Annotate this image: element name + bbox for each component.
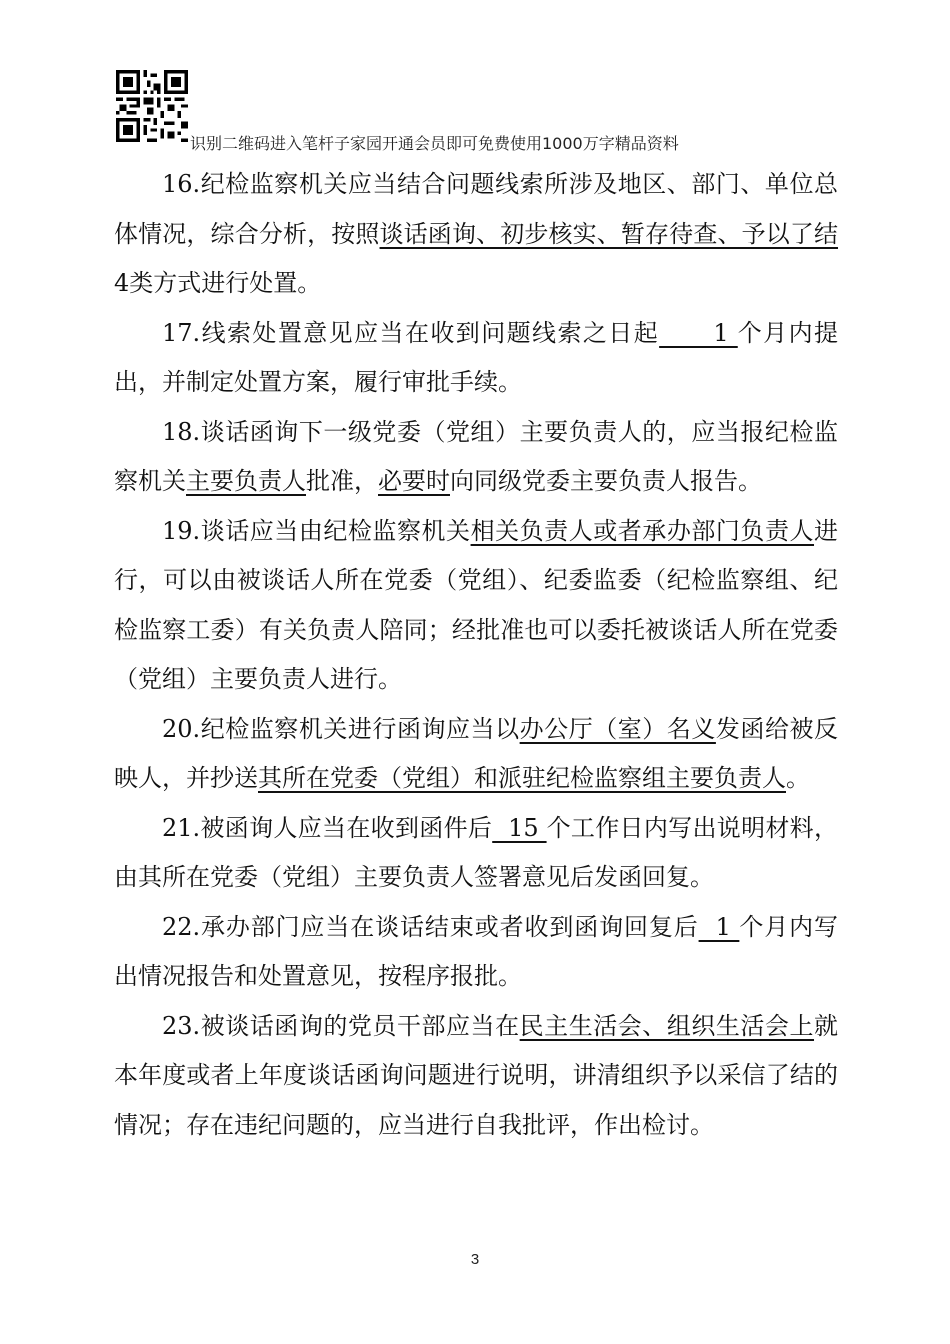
underlined-answer: 其所在党委（党组）和派驻纪检监察组主要负责人 <box>258 764 786 792</box>
paragraph-text: 22.承办部门应当在谈话结束或者收到函询回复后 <box>162 912 699 941</box>
paragraph-text: 。 <box>786 764 810 792</box>
underlined-answer: 15 <box>492 813 547 842</box>
paragraph <box>114 160 838 309</box>
underlined-answer: 1 <box>659 318 738 347</box>
paragraph-text: 就本年度或者上年度谈话函询问题进行说明，讲清组织予以采信了结的情况；存在违纪问题的，应当进行自我批评，作出检讨。 <box>114 1011 839 1139</box>
paragraph-text: 16.纪检监察机关应当结合问题线索所涉及地区、部门、单位总体情况，综合分析，按照 <box>114 170 838 248</box>
paragraph <box>114 408 838 507</box>
underlined-answer: 谈话函询、初步核实、暂存待查、予以了结 <box>379 219 839 248</box>
qr-caption: 识别二维码进入笔杆子家园开通会员即可免费使用1000万字精品资料 <box>190 134 679 153</box>
paragraph-text: 21.被函询人应当在收到函件后 <box>162 813 493 842</box>
paragraph-text: 个月内写出情况报告和处置意见，按程序报批。 <box>114 912 839 990</box>
paragraph <box>114 309 838 408</box>
page-number: 3 <box>470 1251 480 1268</box>
underlined-answer: 1 <box>698 912 740 941</box>
paragraph <box>114 804 838 903</box>
paragraph-text: 个工作日内写出说明材料，由其所在党委（党组）主要负责人签署意见后发函回复。 <box>114 813 838 891</box>
paragraph-text: 17.线索处置意见应当在收到问题线索之日起 <box>162 318 660 347</box>
paragraph-text: 20.纪检监察机关进行函询应当以 <box>162 714 520 743</box>
paragraph-text: 个月内提出，并制定处置方案，履行审批手续。 <box>114 318 839 396</box>
paragraph-text: 进行，可以由被谈话人所在党委（党组）、纪委监委（纪检监察组、纪检监察工委）有关负责人陪同；经批准也可以委托被谈话人所在党委（党组）主要负责人进行。 <box>114 516 839 693</box>
paragraph-text: 发函给被反映人，并抄送 <box>114 714 839 792</box>
paragraph-text: 19.谈话应当由纪检监察机关 <box>162 516 471 545</box>
paragraph <box>114 1002 838 1151</box>
underlined-answer: 办公厅（室）名义 <box>519 714 716 743</box>
paragraph-text: 向同级党委主要负责人报告。 <box>450 467 762 495</box>
paragraph <box>114 903 838 1002</box>
underlined-answer: 相关负责人或者承办部门负责人 <box>470 516 815 545</box>
document-body <box>114 160 838 1150</box>
paragraph-text: 批准， <box>306 467 378 495</box>
underlined-answer: 主要负责人 <box>186 467 306 495</box>
paragraph-text: 23.被谈话函询的党员干部应当在 <box>162 1011 520 1040</box>
underlined-answer: 民主生活会、组织生活会上 <box>519 1011 815 1040</box>
paragraph <box>114 705 838 804</box>
paragraph-text: 18.谈话函询下一级党委（党组）主要负责人的，应当报纪检监察机关 <box>114 417 838 495</box>
paragraph <box>114 507 838 705</box>
qr-code-icon <box>116 70 188 142</box>
paragraph-text: 4类方式进行处置。 <box>114 269 322 297</box>
underlined-answer: 必要时 <box>378 467 450 495</box>
